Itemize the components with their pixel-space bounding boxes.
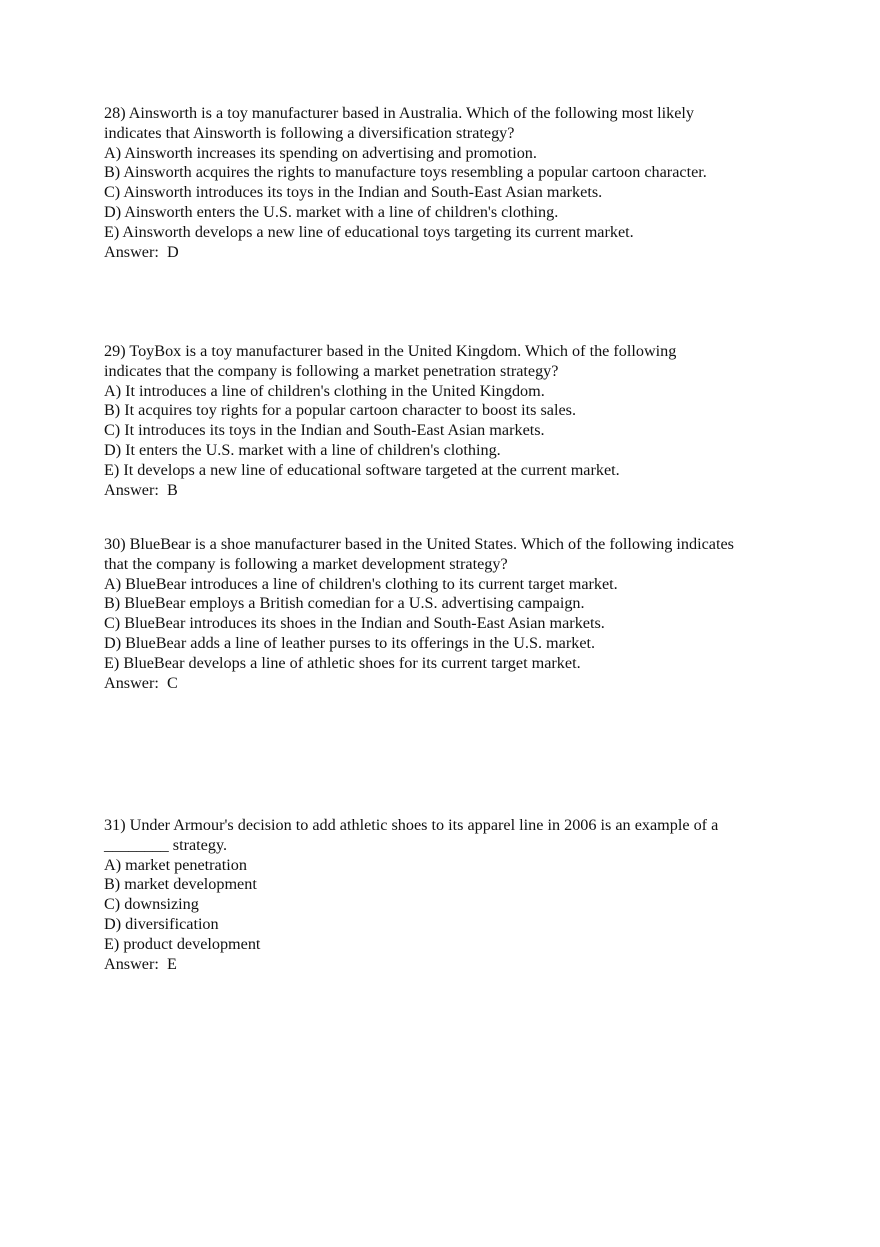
- question-31: [104, 816, 794, 974]
- option-a: A) market penetration: [104, 855, 247, 874]
- answer-line: Answer: C: [104, 673, 178, 692]
- option-e: E) It develops a new line of educational software targeted at the current market.: [104, 460, 620, 479]
- answer-line: Answer: B: [104, 480, 178, 499]
- option-c: C) Ainsworth introduces its toys in the Indian and South-East Asian markets.: [104, 183, 603, 202]
- option-b: B) It acquires toy rights for a popular cartoon character to boost its sales.: [104, 401, 576, 420]
- question-stem-line: that the company is following a market development strategy?: [104, 554, 508, 573]
- option-a: A) BlueBear introduces a line of children's clothing to its current target market.: [104, 574, 618, 593]
- option-d: D) Ainsworth enters the U.S. market with a line of children's clothing.: [104, 202, 559, 221]
- option-d: D) diversification: [104, 914, 219, 933]
- option-d: D) BlueBear adds a line of leather purses to its offerings in the U.S. market.: [104, 633, 596, 652]
- option-b: B) Ainsworth acquires the rights to manufacture toys resembling a popular cartoon character.: [104, 163, 707, 182]
- option-a: A) Ainsworth increases its spending on advertising and promotion.: [104, 143, 537, 162]
- question-30: [104, 535, 794, 693]
- question-stem-line: 30) BlueBear is a shoe manufacturer based in the United States. Which of the following indicates: [104, 535, 734, 553]
- option-e: E) Ainsworth develops a new line of educational toys targeting its current market.: [104, 222, 634, 241]
- option-c: C) downsizing: [104, 895, 199, 914]
- question-stem-line: 31) Under Armour's decision to add athletic shoes to its apparel line in 2006 is an example of a: [104, 816, 719, 834]
- question-28: [104, 104, 794, 262]
- question-stem-line: indicates that Ainsworth is following a diversification strategy?: [104, 123, 515, 142]
- option-b: B) market development: [104, 875, 257, 894]
- answer-line: Answer: D: [104, 242, 179, 261]
- option-e: E) BlueBear develops a line of athletic shoes for its current target market.: [104, 653, 581, 672]
- answer-line: Answer: E: [104, 954, 177, 973]
- question-stem-line: ________ strategy.: [104, 835, 228, 854]
- option-a: A) It introduces a line of children's clothing in the United Kingdom.: [104, 381, 545, 400]
- question-stem-line: 28) Ainsworth is a toy manufacturer based in Australia. Which of the following most likely: [104, 104, 694, 122]
- option-c: C) BlueBear introduces its shoes in the Indian and South-East Asian markets.: [104, 614, 605, 633]
- question-stem-line: 29) ToyBox is a toy manufacturer based in the United Kingdom. Which of the following: [104, 342, 677, 360]
- option-b: B) BlueBear employs a British comedian for a U.S. advertising campaign.: [104, 594, 585, 613]
- question-stem-line: indicates that the company is following a market penetration strategy?: [104, 361, 559, 380]
- question-29: [104, 342, 794, 500]
- option-c: C) It introduces its toys in the Indian and South-East Asian markets.: [104, 421, 545, 440]
- option-d: D) It enters the U.S. market with a line of children's clothing.: [104, 440, 501, 459]
- option-e: E) product development: [104, 934, 261, 953]
